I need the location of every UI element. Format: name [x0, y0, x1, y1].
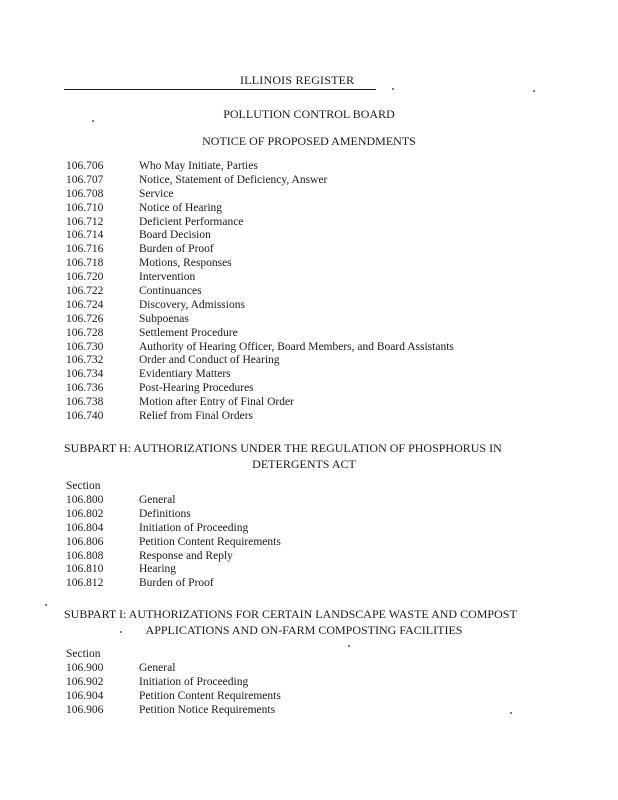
- list-item: [66, 563, 281, 577]
- list-item: [66, 704, 281, 718]
- list-item: [66, 285, 454, 299]
- section-number: 106.722: [66, 285, 104, 298]
- section-number: 106.802: [66, 507, 104, 520]
- section-title: Relief from Final Orders: [139, 410, 254, 423]
- scan-speck: [45, 604, 47, 606]
- section-number: 106.812: [66, 577, 104, 590]
- section-number: 106.728: [66, 326, 104, 339]
- section-title: Deficient Performance: [139, 215, 244, 228]
- section-title: Discovery, Admissions: [139, 298, 245, 311]
- section-title: Initiation of Proceeding: [139, 675, 249, 688]
- scan-speck: [533, 90, 535, 92]
- list-item: [66, 508, 281, 522]
- list-item: [66, 202, 454, 216]
- list-item: [66, 690, 281, 704]
- section-number: 106.716: [66, 243, 104, 256]
- list-item: [66, 354, 454, 368]
- section-title: Motion after Entry of Final Order: [139, 396, 294, 409]
- section-title: Petition Content Requirements: [139, 535, 281, 548]
- scan-speck: [510, 712, 512, 714]
- section-title: General: [139, 662, 176, 674]
- list-item: [66, 160, 454, 174]
- list-item: [66, 174, 454, 188]
- list-item: [66, 382, 454, 396]
- subpart-heading-line: SUBPART H: AUTHORIZATIONS UNDER THE REGULATION OF PHOSPHORUS IN: [64, 441, 502, 455]
- section-list-subpart-i: [66, 662, 281, 718]
- section-title: Notice of Hearing: [139, 201, 223, 214]
- section-number: 106.726: [66, 312, 104, 325]
- section-title: Subpoenas: [139, 312, 189, 325]
- section-title: Motions, Responses: [139, 257, 232, 270]
- section-title: Burden of Proof: [139, 577, 214, 590]
- list-item: [66, 577, 281, 591]
- section-number: 106.902: [66, 675, 104, 688]
- section-number: 106.718: [66, 257, 104, 270]
- section-list-top: [66, 160, 454, 424]
- board-title: POLLUTION CONTROL BOARD: [223, 107, 395, 121]
- subpart-i-heading: [64, 606, 544, 638]
- section-number: 106.708: [66, 187, 104, 200]
- list-item: [66, 368, 454, 382]
- scan-speck: [348, 645, 350, 647]
- section-number: 106.736: [66, 382, 104, 395]
- list-item: [66, 313, 454, 327]
- scan-speck: [120, 631, 122, 633]
- scan-speck: [392, 88, 394, 90]
- section-number: 106.714: [66, 229, 104, 242]
- section-title: Initiation of Proceeding: [139, 521, 249, 534]
- subpart-h-heading: [64, 440, 544, 472]
- section-title: Continuances: [139, 285, 202, 298]
- section-number: 106.707: [66, 173, 104, 186]
- section-title: Evidentiary Matters: [139, 368, 231, 381]
- list-item: [66, 494, 281, 508]
- list-item: [66, 229, 454, 243]
- list-item: [66, 536, 281, 550]
- section-number: 106.810: [66, 563, 104, 576]
- section-number: 106.808: [66, 549, 104, 562]
- section-number: 106.710: [66, 201, 104, 214]
- header-rule: [64, 89, 376, 90]
- section-title: Petition Content Requirements: [139, 689, 281, 702]
- section-title: Notice, Statement of Deficiency, Answer: [139, 173, 328, 186]
- section-number: 106.806: [66, 535, 104, 548]
- list-item: [66, 216, 454, 230]
- section-title: Burden of Proof: [139, 243, 214, 256]
- section-number: 106.724: [66, 298, 104, 311]
- list-item: [66, 522, 281, 536]
- section-number: 106.712: [66, 215, 104, 228]
- section-title: Settlement Procedure: [139, 326, 238, 339]
- section-number: 106.804: [66, 521, 104, 534]
- list-item: [66, 550, 281, 564]
- list-item: [66, 410, 454, 424]
- subpart-heading-line: DETERGENTS ACT: [252, 457, 356, 471]
- subpart-heading-line: APPLICATIONS AND ON-FARM COMPOSTING FACILITIES: [145, 623, 463, 637]
- subpart-heading-line: SUBPART I: AUTHORIZATIONS FOR CERTAIN LANDSCAPE WASTE AND COMPOST: [64, 607, 517, 621]
- list-item: [66, 188, 454, 202]
- section-number: 106.740: [66, 410, 104, 423]
- notice-title: NOTICE OF PROPOSED AMENDMENTS: [202, 134, 416, 148]
- section-title: Authority of Hearing Officer, Board Members, and Board Assistants: [139, 340, 454, 353]
- section-number: 106.730: [66, 340, 104, 353]
- section-title: Hearing: [139, 563, 177, 576]
- register-title: ILLINOIS REGISTER: [240, 73, 355, 87]
- list-item: [66, 676, 281, 690]
- list-item: [66, 257, 454, 271]
- section-number: 106.900: [66, 662, 104, 674]
- section-number: 106.738: [66, 396, 104, 409]
- list-item: [66, 271, 454, 285]
- section-title: Board Decision: [139, 229, 211, 242]
- section-title: Intervention: [139, 271, 196, 284]
- list-item: [66, 396, 454, 410]
- section-title: General: [139, 494, 176, 506]
- section-number: 106.906: [66, 703, 104, 716]
- section-number: 106.706: [66, 160, 104, 172]
- section-title: Petition Notice Requirements: [139, 703, 276, 716]
- section-label: Section: [66, 648, 101, 660]
- scan-speck: [92, 120, 94, 122]
- list-item: [66, 327, 454, 341]
- section-title: Who May Initiate, Parties: [139, 160, 258, 172]
- section-number: 106.734: [66, 368, 104, 381]
- section-title: Order and Conduct of Hearing: [139, 354, 280, 367]
- section-number: 106.732: [66, 354, 104, 367]
- section-title: Post-Hearing Procedures: [139, 382, 254, 395]
- section-number: 106.720: [66, 271, 104, 284]
- section-title: Response and Reply: [139, 549, 233, 562]
- section-list-subpart-h: [66, 494, 281, 591]
- list-item: [66, 243, 454, 257]
- list-item: [66, 299, 454, 313]
- section-number: 106.800: [66, 494, 104, 506]
- section-title: Definitions: [139, 507, 191, 520]
- section-label: Section: [66, 480, 101, 492]
- section-title: Service: [139, 187, 174, 200]
- list-item: [66, 662, 281, 676]
- list-item: [66, 341, 454, 355]
- section-number: 106.904: [66, 689, 104, 702]
